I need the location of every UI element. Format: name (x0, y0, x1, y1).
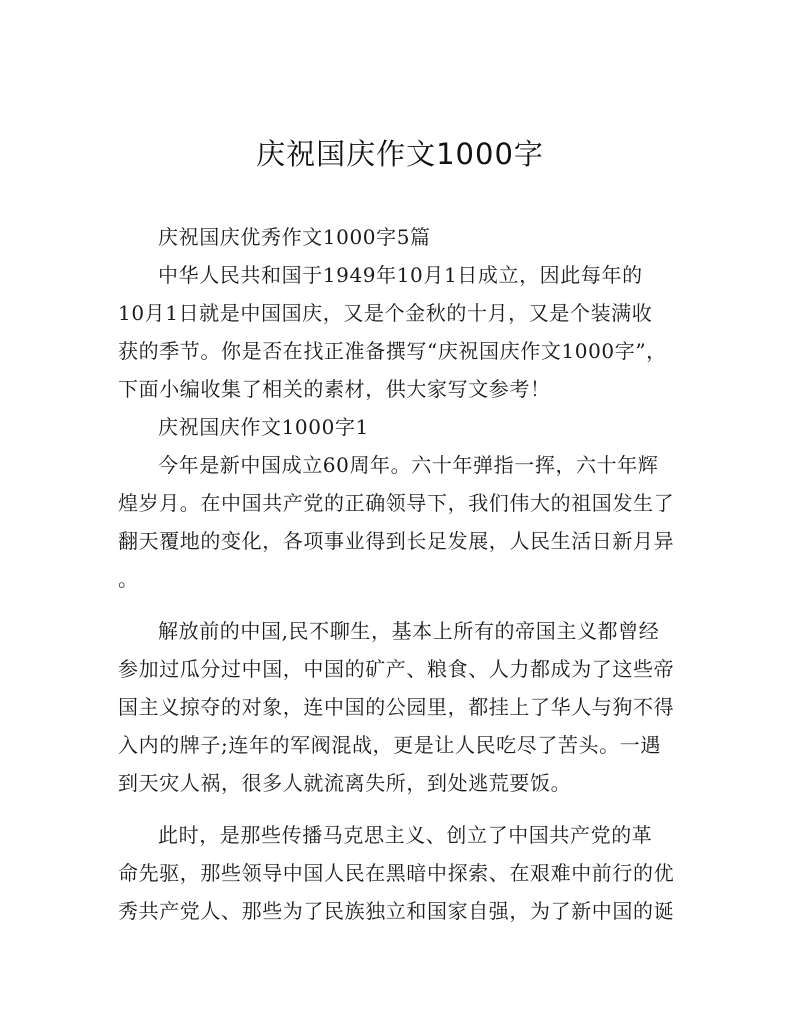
text-line: 庆祝国庆优秀作文1000字5篇 (158, 225, 431, 249)
text-line: 下面小编收集了相关的素材，供大家写文参考！ (118, 377, 551, 401)
paragraph-subtitle (118, 218, 690, 256)
text-line: 获的季节。你是否在找正准备撰写“庆祝国庆作文1000字”， (118, 339, 667, 363)
text-line: 今年是新中国成立60周年。六十年弹指一挥，六十年辉 (158, 453, 659, 477)
paragraph-body (118, 446, 690, 598)
document-title: 庆祝国庆作文1000字 (256, 137, 544, 171)
text-line: 到天灾人祸，很多人就流离失所，到处逃荒要饭。 (118, 771, 572, 795)
text-line: 10月1日就是中国国庆，又是个金秋的十月，又是个装满收 (118, 301, 653, 325)
paragraph-section-heading (118, 408, 690, 446)
text-line: 。 (118, 567, 139, 591)
text-line: 秀共产党人、那些为了民族独立和国家自强，为了新中国的诞 (118, 899, 675, 923)
text-line: 入内的牌子;连年的军阀混战，更是让人民吃尽了苦头。一遇 (118, 733, 661, 757)
text-line: 解放前的中国,民不聊生，基本上所有的帝国主义都曾经 (158, 619, 660, 643)
text-line: 煌岁月。在中国共产党的正确领导下，我们伟大的祖国发生了 (118, 491, 675, 515)
paragraph-body (118, 612, 690, 802)
text-line: 庆祝国庆作文1000字1 (158, 415, 369, 439)
text-line: 中华人民共和国于1949年10月1日成立，因此每年的 (158, 263, 643, 287)
text-line: 国主义掠夺的对象，连中国的公园里，都挂上了华人与狗不得 (118, 695, 675, 719)
document-body (118, 218, 690, 930)
text-line: 翻天覆地的变化，各项事业得到长足发展，人民生活日新月异 (118, 529, 675, 553)
paragraph-body (118, 816, 690, 930)
text-line: 此时，是那些传播马克思主义、创立了中国共产党的革 (158, 823, 653, 847)
text-line: 命先驱，那些领导中国人民在黑暗中探索、在艰难中前行的优 (118, 861, 675, 885)
paragraph-intro (118, 256, 690, 408)
text-line: 参加过瓜分过中国，中国的矿产、粮食、人力都成为了这些帝 (118, 657, 675, 681)
